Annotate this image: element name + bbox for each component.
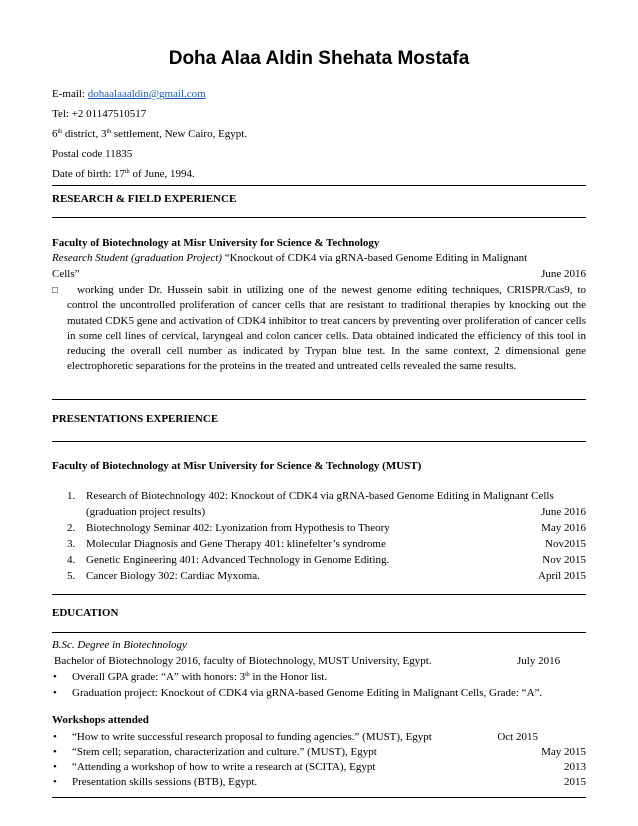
presentations-organization: Faculty of Biotechnology at Misr University for Science & Technology (MUST) <box>52 460 422 472</box>
bullet-icon: • <box>53 731 57 743</box>
bachelor-line: Bachelor of Biotechnology 2016, faculty of Biotechnology, MUST University, Egypt. <box>54 655 432 667</box>
presentation-title: Molecular Diagnosis and Gene Therapy 401: klinefelter’s syndrome <box>86 538 386 550</box>
presentation-date: April 2015 <box>538 570 586 582</box>
presentation-date: May 2016 <box>541 522 586 534</box>
workshop-date: Oct 2015 <box>497 731 538 743</box>
presentation-date: Nov 2015 <box>542 554 586 566</box>
section-divider-top <box>52 594 586 595</box>
research-organization: Faculty of Biotechnology at Misr University for Science & Technology <box>52 237 380 249</box>
research-project-line <box>52 252 527 264</box>
section-divider-bottom <box>52 217 586 218</box>
graduation-project-line: Graduation project: Knockout of CDK4 via gRNA-based Genome Editing in Malignant Cells, Grade: “A”. <box>72 687 543 699</box>
workshop-date: 2015 <box>564 776 586 788</box>
research-date: June 2016 <box>541 268 586 280</box>
page-bottom-divider <box>52 797 586 798</box>
presentation-date: Nov2015 <box>545 538 586 550</box>
bachelor-date: July 2016 <box>517 655 561 667</box>
research-role: Research Student (graduation Project) <box>52 252 222 264</box>
presentation-date: June 2016 <box>541 506 586 518</box>
workshop-title: Presentation skills sessions (BTB), Egypt. <box>72 776 258 788</box>
presentations-heading: PRESENTATIONS EXPERIENCE <box>52 413 219 425</box>
date-of-birth-line: Date of birth: 17th of June, 1994. <box>52 168 195 180</box>
gpa-line: Overall GPA grade: “A” with honors: 3th in the Honor list. <box>72 671 328 683</box>
bullet-icon: • <box>53 687 57 699</box>
research-description: working under Dr. Hussein sabit in utilizing one of the newest genome editing techniques, CRISPR/Cas9, to control the uncontrolled proliferation of cancer cells that are resistant to traditional therapies by knocking out the mutated CDK5 gene and activation of CDK4 inhibitor to treat cancers by preventing over proliferation of cancer cells in some cell lines of cervical, laryngeal and colon cancer cells. Data obtained indicated the efficiency of this tool in reducing the overall cell number as indicated by Trypan blue test. In the same context, 2 dimensional gene electrophoretic separations for the proteins in the treated and untreated cells revealed the same results. <box>67 284 586 373</box>
candidate-name: Doha Alaa Aldin Shehata Mostafa <box>168 48 470 69</box>
section-divider-top <box>52 399 586 400</box>
research-project-title-end: Cells” <box>52 268 80 280</box>
bullet-icon: • <box>53 746 57 758</box>
degree-title: B.Sc. Degree in Biotechnology <box>52 639 187 651</box>
square-bullet-icon: □ <box>52 285 59 296</box>
bullet-icon: • <box>53 776 57 788</box>
workshop-title: “Stem cell; separation, characterization and culture.” (MUST), Egypt <box>72 746 377 758</box>
workshops-heading: Workshops attended <box>52 714 149 726</box>
research-heading: RESEARCH & FIELD EXPERIENCE <box>52 193 237 205</box>
research-project-title: “Knockout of CDK4 via gRNA-based Genome Editing in Malignant <box>221 252 528 264</box>
section-divider-top <box>52 185 586 186</box>
section-divider-bottom <box>52 632 586 633</box>
postal-code-line: Postal code 11835 <box>52 148 133 160</box>
bullet-icon: • <box>53 761 57 773</box>
workshop-title: “Attending a workshop of how to write a research at (SCITA), Egypt <box>72 761 376 773</box>
workshop-date: 2013 <box>564 761 586 773</box>
presentation-title: Research of Biotechnology 402: Knockout of CDK4 via gRNA-based Genome Editing in Malignant Cells <box>86 490 554 502</box>
presentation-title: Genetic Engineering 401: Advanced Technology in Genome Editing. <box>86 554 390 566</box>
workshop-title: “How to write successful research proposal to funding agencies.” (MUST), Egypt <box>72 731 432 743</box>
email-link[interactable]: dohaalaaaldin@gmail.com <box>87 88 206 100</box>
workshop-date: May 2015 <box>541 746 586 758</box>
education-heading: EDUCATION <box>52 607 119 619</box>
presentation-title: Biotechnology Seminar 402: Lyonization from Hypothesis to Theory <box>86 522 390 534</box>
presentation-title-continued: (graduation project results) <box>86 506 206 518</box>
email-label: E-mail: <box>52 88 88 100</box>
presentation-title: Cancer Biology 302: Cardiac Myxoma. <box>86 570 260 582</box>
section-divider-bottom <box>52 441 586 442</box>
email-line <box>52 88 206 100</box>
address-line: 6th district, 3th settlement, New Cairo, Egypt. <box>52 128 248 140</box>
bullet-icon: • <box>53 671 57 683</box>
phone-line: Tel: +2 01147510517 <box>52 108 147 120</box>
